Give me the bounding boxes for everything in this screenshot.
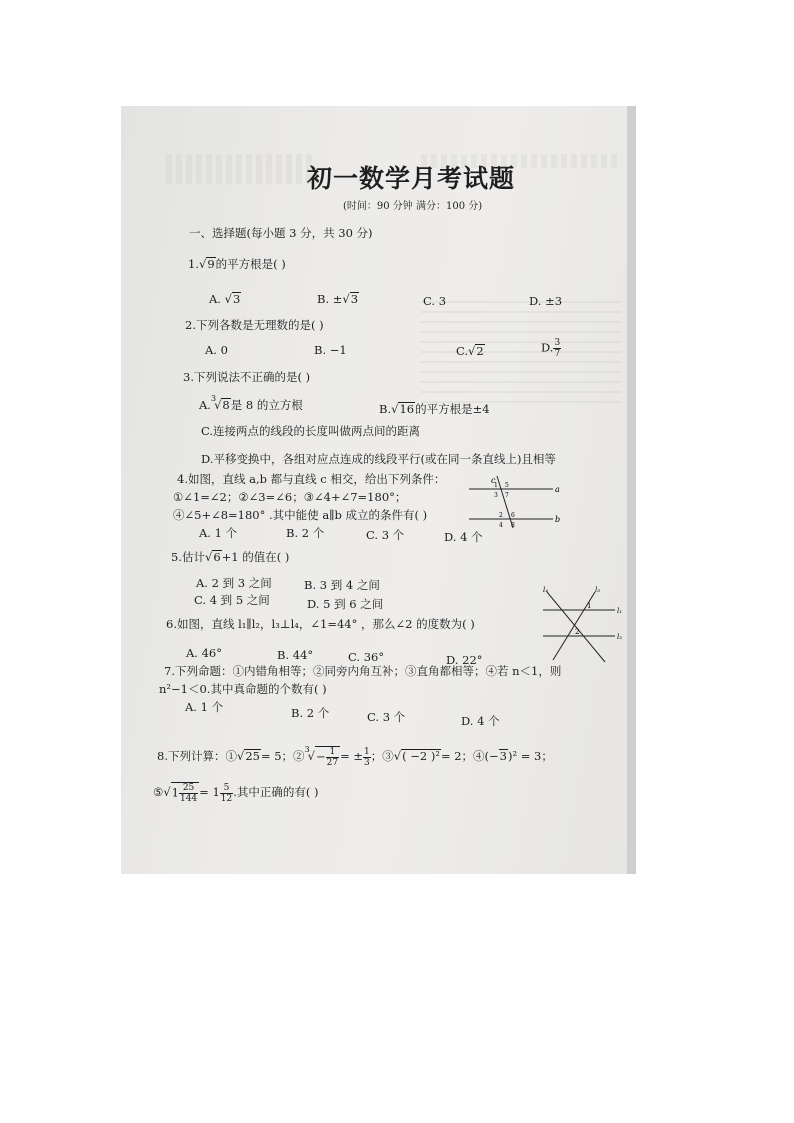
q3-option-a: A.$^3$√8是 8 的立方根 [199,394,303,412]
question-7: 7.下列命题：①内错角相等；②同旁内角互补；③直角都相等；④若 n＜1，则 [164,664,562,678]
angle-1: 1 [587,602,592,610]
question-5: 5.估计√6+1 的值在( ) [171,550,290,564]
q6-figure [539,584,627,668]
q5-option-b: B. 3 到 4 之间 [304,578,380,592]
q6-option-d: D. 22° [446,653,483,667]
angle-7: 7 [505,492,509,499]
q2-option-c: C.√2 [456,344,484,358]
q4-option-c: C. 3 个 [366,528,405,542]
question-3: 3.下列说法不正确的是( ) [183,370,311,384]
bleed-through [421,301,621,411]
label-l3: l₃ [595,586,601,594]
q4-conditions-cont: ④∠5+∠8=180° .其中能使 a∥b 成立的条件有( ) [173,508,428,522]
angle-8: 8 [511,522,515,529]
label-b: b [555,515,561,524]
q3-option-d: D.平移变换中，各组对应点连成的线段平行(或在同一条直线上)且相等 [201,452,556,466]
line-l4 [547,592,605,662]
q5-option-d: D. 5 到 6 之间 [307,597,384,611]
bleed-through [166,154,316,184]
q4-figure [469,474,561,530]
question-7-cont: n²−1＜0.其中真命题的个数有( ) [159,682,327,696]
angle-2: 2 [575,628,580,636]
question-8: 8.下列计算：①√25= 5；②$^3$√− $\frac{1}{27}$ = ± $\frac{1}{3}$ ；③√( −2 )²= 2；④(−3)² = 3； [157,745,553,768]
q7-option-c: C. 3 个 [367,710,406,724]
q1-option-c: C. 3 [423,294,447,308]
q2-option-a: A. 0 [205,343,228,357]
page-title: 初一数学月考试题 [307,164,516,193]
section-heading: 一、选择题(每小题 3 分，共 30 分) [189,226,373,240]
angle-2: 2 [499,512,503,519]
q6-option-a: A. 46° [186,646,222,660]
q4-option-d: D. 4 个 [444,530,483,544]
q4-option-b: B. 2 个 [286,526,325,540]
angle-1: 1 [494,482,498,489]
angle-5: 5 [505,482,509,489]
question-2: 2.下列各数是无理数的是( ) [185,318,324,332]
page-shadow-edge [627,106,636,874]
question-1: 1.√9的平方根是( ) [188,257,286,271]
angle-6: 6 [511,512,515,519]
q1-option-d: D. ±3 [529,294,563,308]
question-6: 6.如图，直线 l₁∥l₂，l₃⊥l₄，∠1=44° ，那么∠2 的度数为( ) [166,617,475,631]
q7-option-a: A. 1 个 [185,700,224,714]
q5-option-c: C. 4 到 5 之间 [194,593,270,607]
label-l1: l₁ [617,607,623,615]
q7-option-b: B. 2 个 [291,706,330,720]
q3-option-b: B.√16的平方根是±4 [379,402,490,416]
q4-option-a: A. 1 个 [199,526,238,540]
label-a: a [555,485,560,494]
q5-option-a: A. 2 到 3 之间 [196,576,272,590]
q3-option-c: C.连接两点的线段的长度叫做两点间的距离 [201,424,421,438]
q6-option-c: C. 36° [348,650,385,664]
question-4: 4.如图，直线 a,b 都与直线 c 相交，给出下列条件： [177,472,446,486]
q2-option-d: D. $\frac{3}{7}$ [541,338,561,359]
q6-option-b: B. 44° [277,648,314,662]
question-8-cont: ⑤√1 $\frac{25}{144}$ = 1 $\frac{5}{12}$ .其中正确的有( ) [153,782,319,804]
q1-option-a: A. √3 [209,292,241,306]
q1-option-b: B. ±√3 [317,292,359,306]
exam-info: (时间：90 分钟 满分：100 分) [343,201,483,212]
q4-conditions: ①∠1=∠2；②∠3=∠6；③∠4+∠7=180°； [173,490,407,504]
label-c: c [491,476,496,485]
label-l4: l₄ [543,586,549,594]
q7-option-d: D. 4 个 [461,714,500,728]
exam-photo [121,106,636,874]
label-l2: l₂ [617,633,623,641]
angle-4: 4 [499,522,503,529]
angle-3: 3 [494,492,498,499]
q2-option-b: B. −1 [314,343,347,357]
